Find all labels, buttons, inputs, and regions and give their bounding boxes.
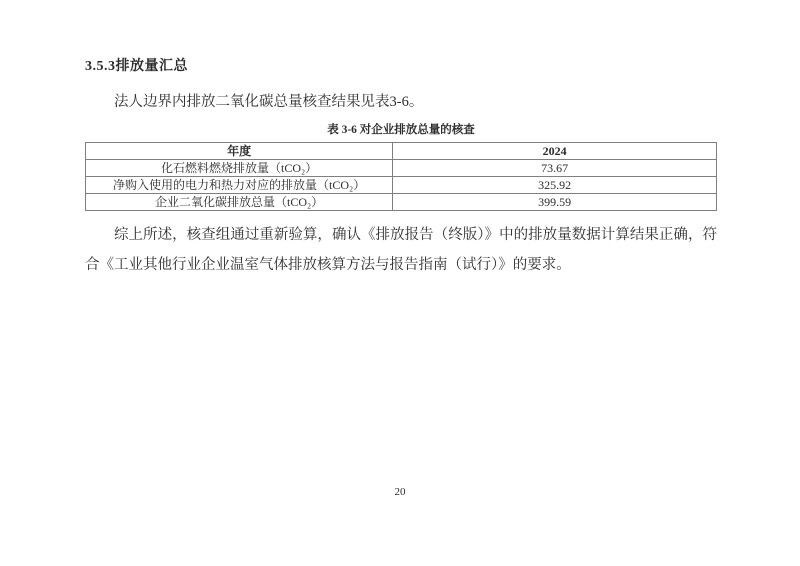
table-row <box>86 194 717 211</box>
table-cell-value: 73.67 <box>393 160 717 177</box>
table-row <box>86 177 717 194</box>
table-row <box>86 160 717 177</box>
table-caption: 表 3-6 对企业排放总量的核查 <box>327 124 475 136</box>
table-header-row <box>86 143 717 160</box>
table-cell-label: 化石燃料燃烧排放量（tCO₂） <box>86 160 393 177</box>
page-content <box>0 0 800 280</box>
section-heading: 3.5.3排放量汇总 <box>85 59 188 74</box>
intro-paragraph: 法人边界内排放二氧化碳总量核查结果见表3-6。 <box>114 94 424 110</box>
conclusion-paragraph: 综上所述，核查组通过重新验算，确认《排放报告（终版）》中的排放量数据计算结果正确，符合《工业其他行业企业温室气体排放核算方法与报告指南（试行）》的要求。 <box>85 227 717 273</box>
table-header-2024: 2024 <box>393 143 717 160</box>
emissions-summary-table <box>85 142 717 211</box>
table-cell-value: 399.59 <box>393 194 717 211</box>
table-cell-value: 325.92 <box>393 177 717 194</box>
table-cell-label: 净购入使用的电力和热力对应的排放量（tCO₂） <box>86 177 393 194</box>
table-header-year: 年度 <box>86 143 393 160</box>
table-cell-label: 企业二氧化碳排放总量（tCO₂） <box>86 194 393 211</box>
page-number: 20 <box>394 486 406 498</box>
